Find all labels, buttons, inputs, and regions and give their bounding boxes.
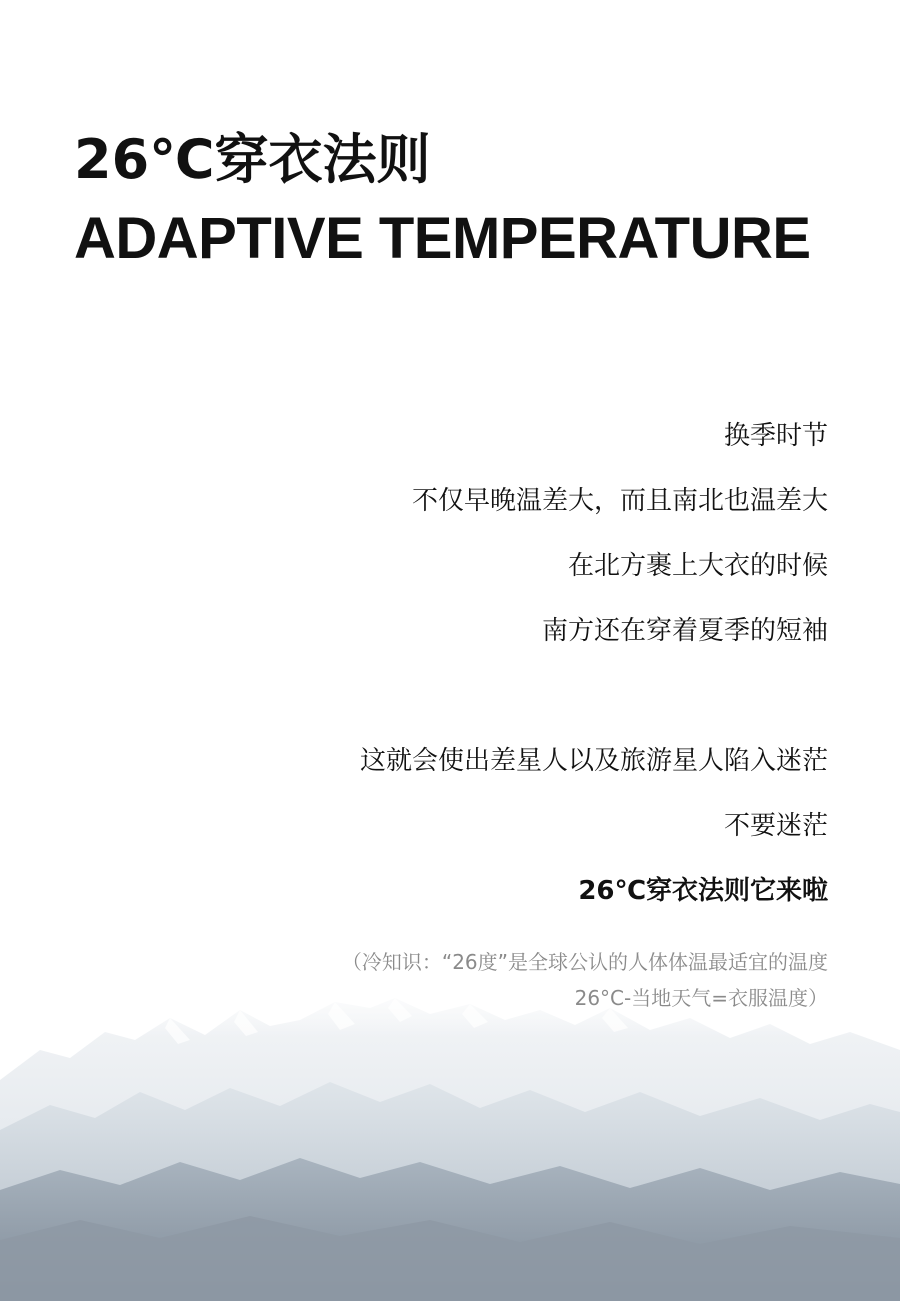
article-body bbox=[208, 404, 828, 924]
text-line: 在北方裹上大衣的时候 bbox=[567, 551, 828, 581]
page-subtitle: ADAPTIVE TEMPERATURE bbox=[74, 206, 811, 271]
text-line: 换季时节 bbox=[723, 421, 828, 451]
highlight-line: 26℃穿衣法则它来啦 bbox=[578, 876, 828, 906]
text-line: 不要迷茫 bbox=[723, 811, 828, 841]
text-line: 南方还在穿着夏季的短袖 bbox=[541, 616, 828, 646]
note-line: 26°C-当地天气=衣服温度） bbox=[574, 986, 828, 1010]
header bbox=[74, 128, 854, 274]
fun-fact-note bbox=[128, 944, 828, 1016]
page-title: 26℃穿衣法则 bbox=[74, 128, 431, 191]
text-line: 不仅早晚温差大，而且南北也温差大 bbox=[411, 486, 828, 516]
note-line: （冷知识：“26度”是全球公认的人体体温最适宜的温度 bbox=[341, 950, 828, 974]
mountain-landscape-image bbox=[0, 980, 900, 1301]
paragraph-gap bbox=[208, 664, 828, 729]
text-line: 这就会使出差星人以及旅游星人陷入迷茫 bbox=[359, 746, 828, 776]
